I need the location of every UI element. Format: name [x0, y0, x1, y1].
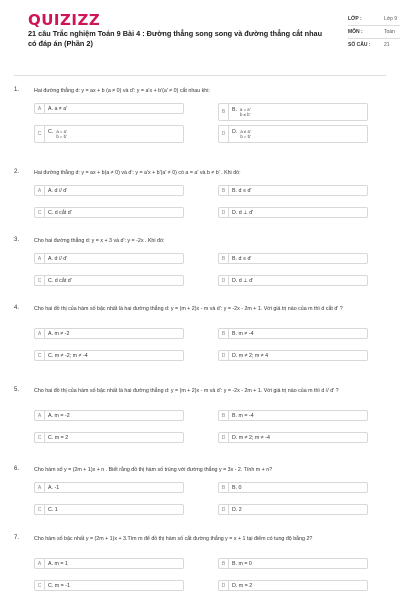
meta-class-label: LỚP : [348, 16, 362, 22]
option-text [229, 413, 254, 419]
option-text [229, 188, 251, 194]
option-b[interactable] [218, 482, 368, 493]
option-letter-badge: A [35, 329, 45, 338]
meta-count-label: SỐ CÂU : [348, 42, 371, 48]
option-letter-badge: D [219, 433, 229, 442]
option-label: A. -1 [48, 484, 60, 491]
meta-class-row [348, 16, 400, 23]
option-b[interactable] [218, 328, 368, 339]
option-letter-badge: A [35, 559, 45, 568]
option-label: C. m ≠ -2; m ≠ -4 [48, 352, 88, 359]
option-text [229, 435, 270, 441]
option-c[interactable] [34, 275, 184, 286]
condition-bottom: b = b' [240, 134, 251, 139]
option-letter-badge: C [35, 433, 45, 442]
option-a[interactable] [34, 253, 184, 264]
option-letter-badge: D [219, 276, 229, 285]
option-letter-badge: C [35, 351, 45, 360]
option-text [45, 278, 72, 284]
option-label: C. m = 2 [48, 434, 69, 441]
option-label: A. d // d' [48, 187, 68, 194]
option-text [45, 507, 58, 513]
option-a[interactable] [34, 103, 184, 114]
question-number: 4. [14, 305, 20, 311]
question-number: 6. [14, 466, 20, 472]
question-text: Cho hàm số y = (2m + 1)x + n . Biết rằng đồ thị hàm số trùng với đường thẳng y = 3x - 2. Tính m + n? [34, 467, 273, 473]
option-d[interactable] [218, 580, 368, 591]
option-label: A. m ≠ -2 [48, 330, 70, 337]
quizizz-logo: QUIZIZZ [28, 11, 101, 29]
option-a[interactable] [34, 185, 184, 196]
option-text [45, 435, 68, 441]
option-c[interactable] [34, 432, 184, 443]
option-letter-badge: A [35, 411, 45, 420]
option-c[interactable] [34, 350, 184, 361]
question-text: Hai đường thẳng d: y = ax + b(a ≠ 0) và d': y = a'x + b'(a' ≠ 0) có a = a' và b ≠ b' . Khi đó: [34, 170, 241, 176]
option-text [45, 561, 68, 567]
option-text [229, 278, 253, 284]
option-text [229, 353, 268, 359]
option-label: C. m = -1 [48, 582, 70, 589]
option-label: A. a ≠ a' [48, 105, 68, 112]
option-b[interactable] [218, 253, 368, 264]
option-text [45, 331, 69, 337]
option-b[interactable] [218, 558, 368, 569]
question-text: Cho hai đồ thị của hàm số bậc nhất là hai đường thẳng d: y = (m + 2)x - m và d': y = -2x - 2m + 1. Với giá trị nào của m thì d cắt d' ? [34, 306, 343, 312]
question-text: Cho hai đường thẳng d: y = x + 3 và d': y = -2x . Khi đó: [34, 238, 165, 244]
option-label: D. m ≠ 2; m ≠ -4 [232, 434, 270, 441]
option-label: A. m = -2 [48, 412, 70, 419]
option-letter-badge: A [35, 186, 45, 195]
option-text [45, 485, 59, 491]
option-text [229, 331, 253, 337]
option-text [229, 583, 252, 589]
option-label: C. [48, 129, 54, 135]
option-a[interactable] [34, 482, 184, 493]
meta-subject-label: MÔN : [348, 29, 363, 35]
question-text: Cho hàm số bậc nhất y = (2m + 1)x + 3.Tìm m để đồ thị hàm số cắt đường thẳng y = x + 1 tại điểm có tung độ bằng 2? [34, 536, 313, 542]
option-letter-badge: B [219, 329, 229, 338]
option-label: B. d ≡ d' [232, 187, 252, 194]
option-text [229, 129, 251, 139]
option-text [229, 210, 253, 216]
worksheet-header [14, 0, 398, 75]
option-text [229, 561, 252, 567]
option-label: D. d ⊥ d' [232, 277, 254, 284]
option-letter-badge: D [219, 351, 229, 360]
option-text [45, 353, 88, 359]
worksheet-title: 21 câu Trắc nghiệm Toán 9 Bài 4 : Đường thẳng song song và đường thẳng cắt nhau có đáp án (Phần 2) [28, 29, 323, 48]
option-label: B. 0 [232, 484, 242, 491]
option-letter-badge: C [35, 208, 45, 217]
option-label: A. d // d' [48, 255, 68, 262]
option-c[interactable] [34, 207, 184, 218]
option-text [45, 413, 70, 419]
option-letter-badge: B [219, 254, 229, 263]
question-number: 2. [14, 169, 20, 175]
condition-top: a = a' [56, 129, 67, 134]
option-letter-badge: C [35, 581, 45, 590]
option-a[interactable] [34, 558, 184, 569]
question-number: 7. [14, 535, 20, 541]
meta-count-row [348, 42, 400, 49]
option-letter-badge: A [35, 104, 45, 113]
option-d[interactable] [218, 207, 368, 218]
meta-divider [348, 38, 400, 39]
option-system-of-conditions [240, 129, 251, 139]
option-letter-badge: C [35, 505, 45, 514]
option-d[interactable] [218, 432, 368, 443]
option-b[interactable] [218, 103, 368, 121]
question-number: 3. [14, 237, 20, 243]
option-system-of-conditions [56, 129, 67, 139]
option-label: D. m ≠ 2; m ≠ 4 [232, 352, 269, 359]
option-label: B. m ≠ -4 [232, 330, 254, 337]
option-b[interactable] [218, 410, 368, 421]
option-text [45, 188, 67, 194]
condition-bottom: b ≠ b' [240, 112, 251, 117]
option-b[interactable] [218, 185, 368, 196]
option-text [45, 106, 67, 112]
question-text: Cho hai đồ thị của hàm số bậc nhất là hai đường thẳng d: y = (m + 2)x - m và d': y = -2x - 2m + 1. Với giá trị nào của m thì d // d' ? [34, 388, 339, 394]
option-label: B. m = -4 [232, 412, 254, 419]
condition-top: a ≠ a' [240, 129, 251, 134]
option-text [45, 129, 67, 139]
option-d[interactable] [218, 504, 368, 515]
option-text [229, 507, 242, 513]
meta-count-value: 21 [384, 42, 390, 48]
option-label: B. d ≡ d' [232, 255, 252, 262]
meta-divider [348, 25, 400, 26]
option-a[interactable] [34, 410, 184, 421]
option-text [45, 256, 67, 262]
option-system-of-conditions [240, 107, 251, 117]
option-label: B. m = 0 [232, 560, 252, 567]
question-text: Hai đường thẳng d: y = ax + b (a ≠ 0) và d': y = a'x + b'(a' ≠ 0) cắt nhau khi: [34, 88, 210, 94]
option-letter-badge: C [35, 126, 45, 142]
option-d[interactable] [218, 350, 368, 361]
option-letter-badge: C [35, 276, 45, 285]
meta-subject-row [348, 29, 400, 36]
option-label: D. [232, 129, 238, 135]
meta-subject-value: Toán [384, 29, 395, 35]
option-d[interactable] [218, 275, 368, 286]
option-text [229, 485, 241, 491]
option-letter-badge: D [219, 208, 229, 217]
option-letter-badge: D [219, 126, 229, 142]
option-letter-badge: A [35, 254, 45, 263]
option-label: D. d ⊥ d' [232, 209, 254, 216]
option-label: D. m = 2 [232, 582, 253, 589]
option-label: A. m = 1 [48, 560, 68, 567]
option-letter-badge: D [219, 505, 229, 514]
option-letter-badge: B [219, 559, 229, 568]
option-c[interactable] [34, 580, 184, 591]
worksheet-meta [348, 16, 400, 49]
option-d[interactable] [218, 125, 368, 143]
option-c[interactable] [34, 504, 184, 515]
option-text [45, 583, 70, 589]
option-text [45, 210, 72, 216]
condition-bottom: b = b' [56, 134, 67, 139]
option-label: C. d cắt d' [48, 209, 72, 216]
option-c[interactable] [34, 125, 184, 143]
header-divider [14, 75, 386, 76]
option-label: B. [232, 107, 238, 113]
option-text [229, 107, 251, 117]
option-a[interactable] [34, 328, 184, 339]
option-letter-badge: B [219, 186, 229, 195]
option-letter-badge: B [219, 483, 229, 492]
option-label: C. d cắt d' [48, 277, 72, 284]
question-number: 1. [14, 87, 20, 93]
condition-top: a = a' [240, 107, 251, 112]
option-letter-badge: B [219, 104, 229, 120]
option-label: C. 1 [48, 506, 58, 513]
option-letter-badge: D [219, 581, 229, 590]
question-number: 5. [14, 387, 20, 393]
option-text [229, 256, 251, 262]
option-letter-badge: A [35, 483, 45, 492]
meta-class-value: Lớp 9 [384, 16, 398, 22]
option-label: D. 2 [232, 506, 242, 513]
option-letter-badge: B [219, 411, 229, 420]
